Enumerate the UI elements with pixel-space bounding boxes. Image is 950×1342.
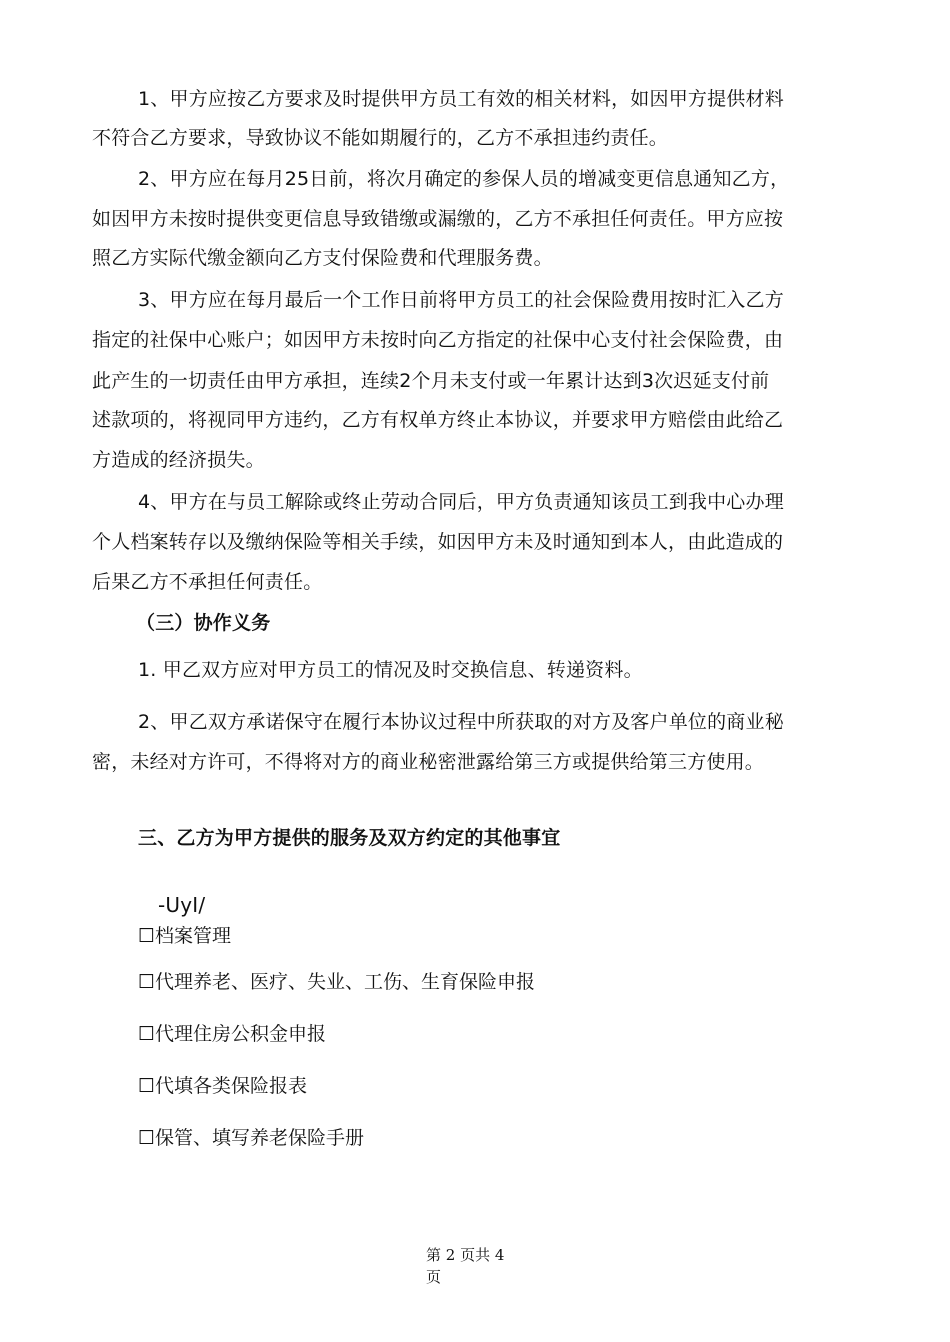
para-3-line-2: 指定的社保中心账户；如因甲方未按时向乙方指定的社保中心支付社会保险费，由 xyxy=(92,329,784,351)
page-footer-line-2: 页 xyxy=(426,1268,442,1286)
para-4-line-1: 4、甲方在与员工解除或终止劳动合同后，甲方负责通知该员工到我中心办理 xyxy=(138,491,784,513)
service-item-housing-fund: ☐代理住房公积金申报 xyxy=(138,1023,327,1045)
para-3-line-5: 方造成的经济损失。 xyxy=(92,449,265,471)
service-item-forms: ☐代填各类保险报表 xyxy=(138,1075,308,1097)
coop-item-2-line-1: 2、甲乙双方承诺保守在履行本协议过程中所获取的对方及客户单位的商业秘 xyxy=(138,711,784,733)
coop-item-2-line-2: 密，未经对方许可，不得将对方的商业秘密泄露给第三方或提供给第三方使用。 xyxy=(92,751,765,773)
service-item-pension-book: ☐保管、填写养老保险手册 xyxy=(138,1127,365,1149)
para-3-line-3: 此产生的一切责任由甲方承担，连续2个月未支付或一年累计达到3次迟延支付前 xyxy=(92,370,770,392)
subsection-heading: （三）协作义务 xyxy=(136,612,271,634)
para-3-line-1: 3、甲方应在每月最后一个工作日前将甲方员工的社会保险费用按时汇入乙方 xyxy=(138,289,784,311)
para-4-line-2: 个人档案转存以及缴纳保险等相关手续，如因甲方未及时通知到本人，由此造成的 xyxy=(92,531,784,553)
coop-item-1: 1. 甲乙双方应对甲方员工的情况及时交换信息、转递资料。 xyxy=(138,659,643,681)
para-2-line-2: 如因甲方未按时提供变更信息导致错缴或漏缴的，乙方不承担任何责任。甲方应按 xyxy=(92,208,784,230)
para-1-line-2: 不符合乙方要求，导致协议不能如期履行的，乙方不承担违约责任。 xyxy=(92,127,669,149)
service-item-insurance: ☐代理养老、医疗、失业、工伤、生育保险申报 xyxy=(138,971,536,993)
para-2-line-3: 照乙方实际代缴金额向乙方支付保险费和代理服务费。 xyxy=(92,247,553,269)
section-heading: 三、乙方为甲方提供的服务及双方约定的其他事宜 xyxy=(138,827,561,849)
para-2-line-1: 2、甲方应在每月25日前，将次月确定的参保人员的增减变更信息通知乙方， xyxy=(138,168,790,190)
stray-text: -UyI/ xyxy=(158,893,206,917)
para-3-line-4: 述款项的，将视同甲方违约，乙方有权单方终止本协议，并要求甲方赔偿由此给乙 xyxy=(92,409,784,431)
para-1-line-1: 1、甲方应按乙方要求及时提供甲方员工有效的相关材料，如因甲方提供材料 xyxy=(138,88,784,110)
page-footer-line-1: 第 2 页共 4 xyxy=(426,1246,505,1264)
para-4-line-3: 后果乙方不承担任何责任。 xyxy=(92,571,323,593)
service-item-archive: ☐档案管理 xyxy=(138,925,232,947)
